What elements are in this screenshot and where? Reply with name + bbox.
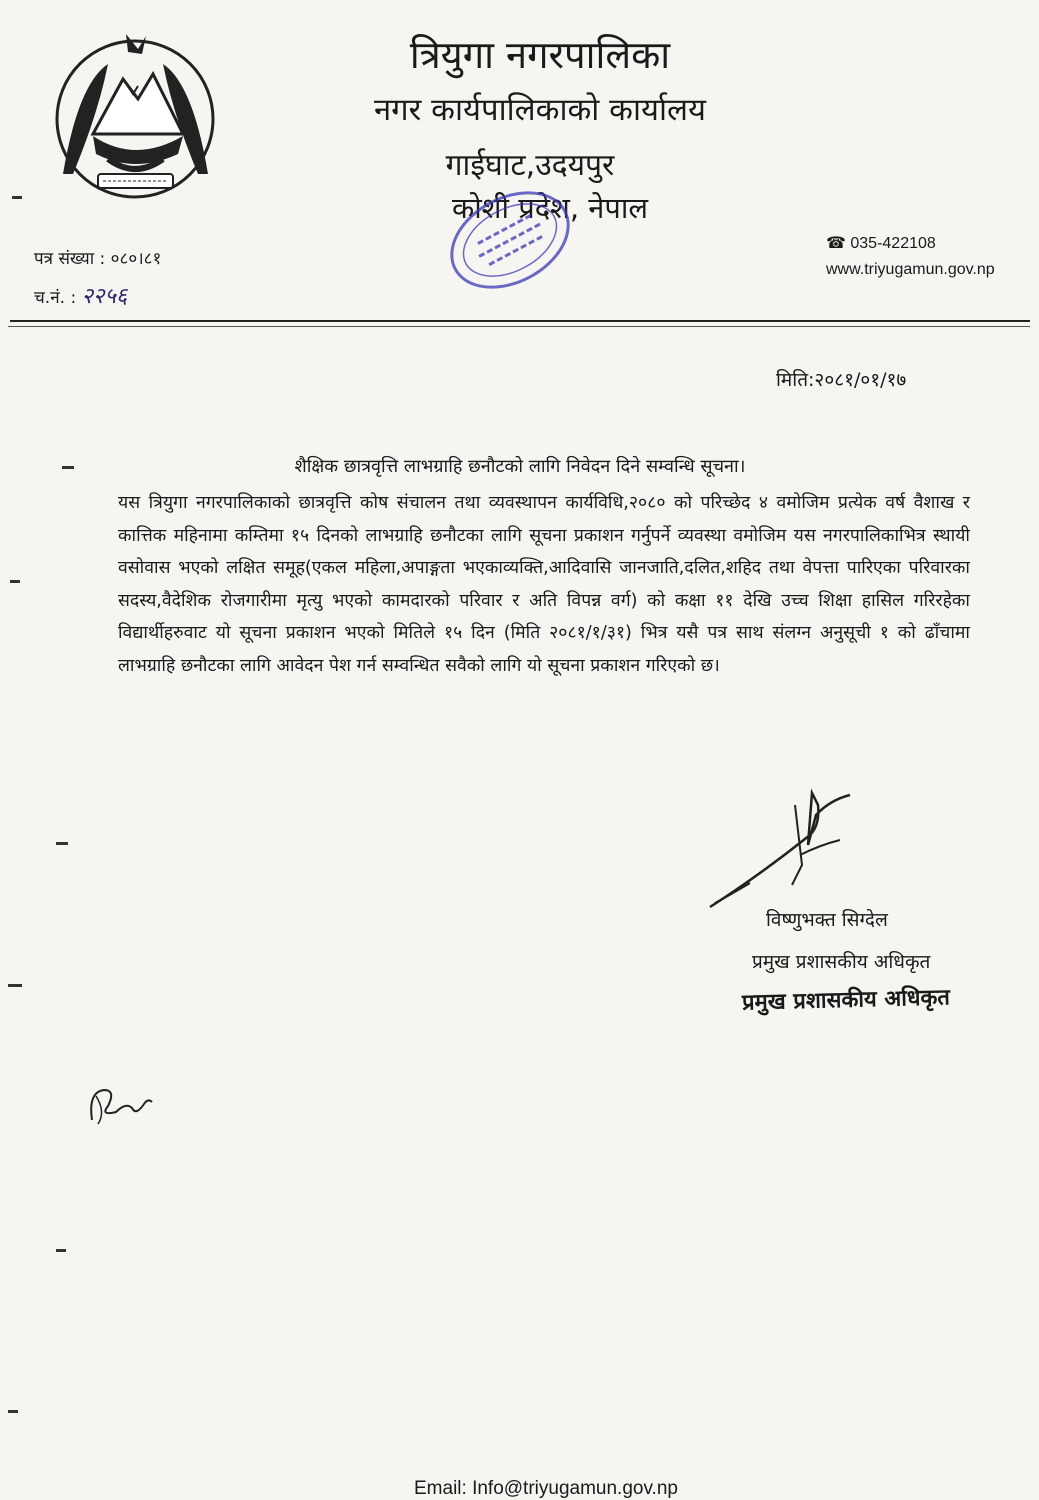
- scan-mark: [12, 196, 22, 199]
- footer-email[interactable]: Email: Info@triyugamun.gov.np: [414, 1478, 678, 1499]
- dispatch-value: २२५६: [81, 284, 128, 309]
- dispatch-label: च.नं. :: [34, 288, 77, 308]
- office-subtitle: नगर कार्यपालिकाको कार्यालय: [373, 92, 707, 128]
- scan-mark: [10, 580, 20, 583]
- nepal-government-emblem-icon: [38, 24, 233, 204]
- signatory-title-stamp: प्रमुख प्रशासकीय अधिकृत: [741, 985, 951, 1016]
- scan-mark: [62, 466, 74, 469]
- notice-body: यस त्रियुगा नगरपालिकाको छात्रवृत्ति कोष संचालन तथा व्यवस्थापन कार्यविधि,२०८० को परिच्छेद ४ वमोजिम प्रत्येक वर्ष वैशाख र कात्तिक महिनामा कम्तिमा १५ दिनको लाभग्राहि छनौटका लागि सूचना प्रकाशन गर्नुपर्ने व्यवस्था वमोजिम यस नगरपालिकाभित्र स्थायी वसोवास भएको लक्षित समूह(एकल महिला,अपाङ्गता भएकाव्यक्ति,आदिवासि जानजाति,दलित,शहिद तथा वेपत्ता पारिएका परिवारका सदस्य,वैदेशिक रोजगारीमा मृत्यु भएको कामदारको परिवार र अति विपन्न वर्ग) को कक्षा ११ देखि उच्च शिक्षा हासिल गरिरहेका विद्यार्थीहरुवाट यो सूचना प्रकाशन भएको मितिले १५ दिन (मिति २०८१/१/३१) भित्र यसै पत्र साथ संलग्न अनुसूची १ को ढाँचामा लाभग्राहि छनौटका लागि आवेदन पेश गर्न सम्वन्धित सवैको लागि यो सूचना प्रकाशन गरिएको छ।: [118, 493, 970, 676]
- handwritten-initial-icon: [86, 1082, 156, 1130]
- scan-mark: [56, 842, 68, 845]
- handwritten-signature-icon: [700, 785, 870, 915]
- website-link[interactable]: www.triyugamun.gov.np: [826, 261, 995, 278]
- dispatch-number: [34, 280, 127, 310]
- signatory-name: विष्णुभक्त सिग्देल: [766, 909, 888, 931]
- scan-mark: [8, 984, 22, 987]
- signatory-title: प्रमुख प्रशासकीय अधिकृत: [752, 951, 931, 973]
- municipality-seal-stamp-icon: [440, 180, 580, 300]
- header-divider: [10, 320, 1030, 322]
- header-divider-thin: [8, 326, 1030, 327]
- scan-mark: [8, 1410, 18, 1413]
- office-province: कोशी प्रदेश, नेपाल: [451, 191, 649, 225]
- phone-number: ☎ 035-422108: [826, 235, 936, 252]
- office-address: गाईघाट,उदयपुर: [445, 148, 615, 183]
- letter-number: पत्र संख्या : ०८०।८१: [34, 249, 162, 269]
- notice-subject: शैक्षिक छात्रवृत्ति लाभग्राहि छनौटको लागि निवेदन दिने सम्वन्धि सूचना।: [294, 456, 746, 477]
- office-name: त्रियुगा नगरपालिका: [409, 33, 671, 77]
- letter-date: मिति:२०८१/०१/१७: [776, 369, 907, 391]
- scan-mark: [56, 1249, 66, 1252]
